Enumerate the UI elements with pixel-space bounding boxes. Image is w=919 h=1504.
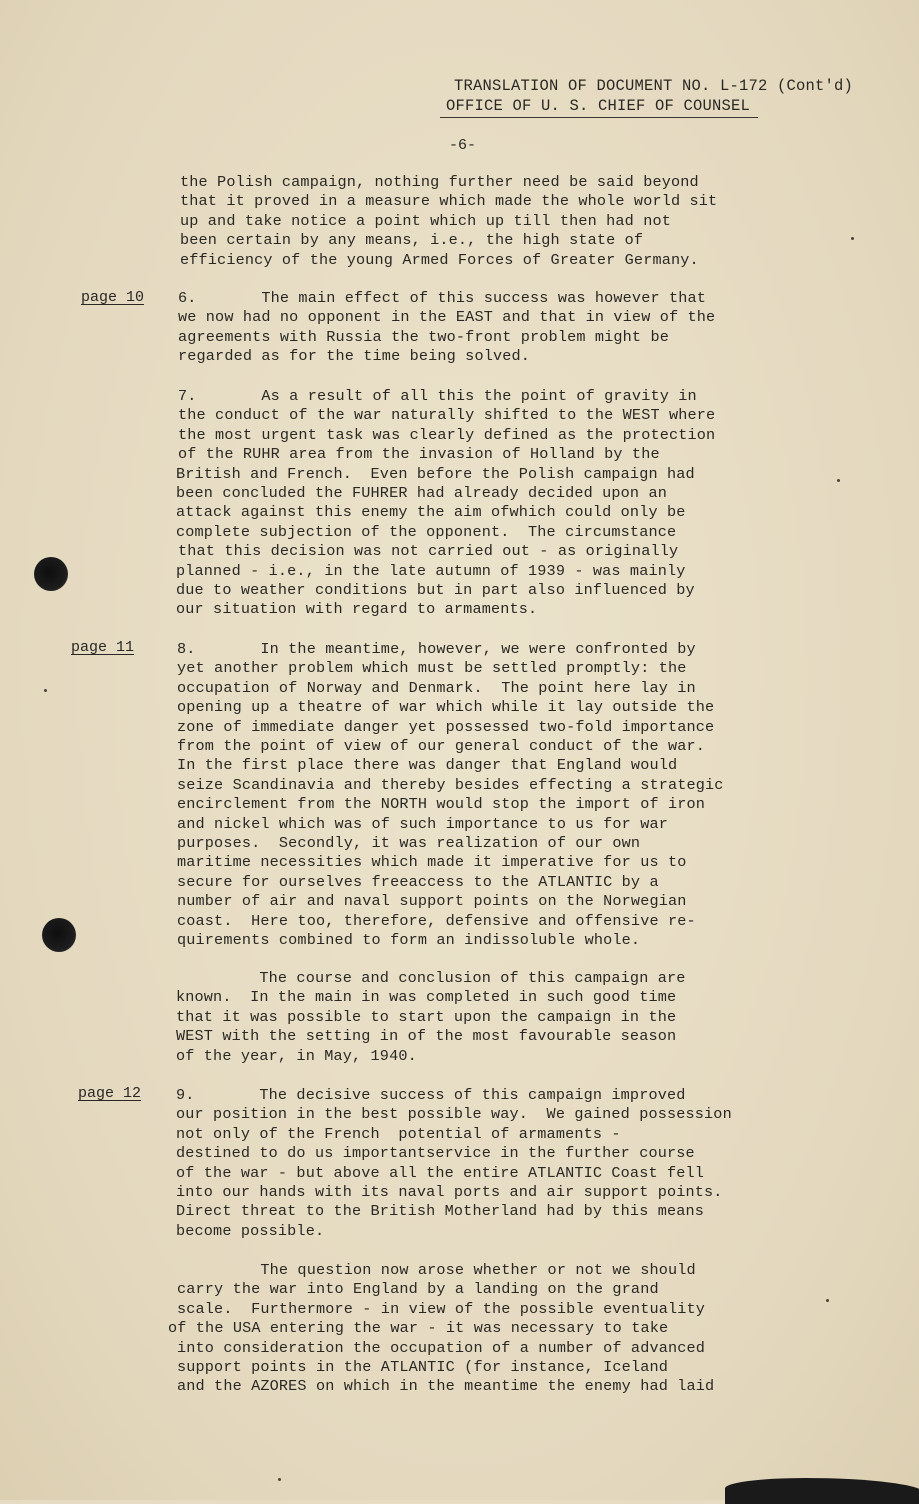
document-header — [440, 76, 870, 118]
text-line: up and take notice a point which up till then had not — [180, 211, 671, 230]
text-line: planned - i.e., in the late autumn of 1939 - was mainly — [176, 561, 686, 580]
text-line: from the point of view of our general conduct of the war. — [177, 737, 706, 755]
margin-label-page-11: page 11 — [71, 639, 135, 656]
text-line: we now had no opponent in the EAST and that in view of the — [178, 308, 716, 327]
text-line: maritime necessities which made it imperative for us to — [177, 853, 687, 872]
text-line: seize Scandinavia and thereby besides effecting a strategic — [177, 775, 724, 794]
text-line: 9. The decisive success of this campaign improved — [176, 1086, 686, 1104]
text-line: carry the war into England by a landing on the grand — [177, 1280, 659, 1299]
speck — [826, 1299, 829, 1302]
text-line: of the year, in May, 1940. — [176, 1046, 417, 1065]
text-line: The course and conclusion of this campaign are — [176, 969, 686, 987]
text-line: that it proved in a measure which made the whole world sit — [180, 192, 718, 211]
text-line: the Polish campaign, nothing further need be said beyond — [180, 173, 699, 191]
text-line: into our hands with its naval ports and air support points. — [176, 1183, 723, 1201]
text-line: into consideration the occupation of a number of advanced — [177, 1338, 706, 1357]
text-line: WEST with the setting in of the most favourable season — [176, 1027, 677, 1046]
text-line: agreements with Russia the two-front problem might be — [178, 327, 669, 346]
speck — [278, 1478, 281, 1481]
margin-label-page-12: page 12 — [78, 1085, 142, 1102]
text-line: quirements combined to form an indissoluble whole. — [177, 931, 641, 949]
text-line: zone of immediate danger yet possessed two-fold importance — [177, 717, 715, 736]
text-line: and nickel which was of such importance to us for war — [177, 814, 668, 833]
text-line: the conduct of the war naturally shifted to the WEST where — [178, 406, 716, 425]
text-line: 8. In the meantime, however, we were confronted by — [177, 640, 696, 658]
text-line: 6. The main effect of this success was however that — [178, 289, 707, 307]
text-line: The question now arose whether or not we should — [177, 1261, 696, 1279]
text-line: of the USA entering the war - it was necessary to take — [168, 1319, 669, 1338]
text-line: number of air and naval support points on the Norwegian — [177, 892, 687, 911]
text-line: been concluded the FUHRER had already decided upon an — [176, 484, 667, 502]
text-line: complete subjection of the opponent. The circumstance — [176, 522, 677, 541]
text-line: yet another problem which must be settled promptly: the — [177, 659, 687, 678]
header-office: OFFICE OF U. S. CHIEF OF COUNSEL — [446, 97, 751, 115]
text-line: known. In the main in was completed in such good time — [176, 988, 677, 1007]
text-line: 7. As a result of all this the point of gravity in — [178, 387, 697, 405]
text-line: not only of the French potential of armaments - — [176, 1124, 621, 1143]
text-line: the most urgent task was clearly defined as the protection — [178, 425, 716, 444]
speck — [851, 237, 854, 240]
text-line: British and French. Even before the Polish campaign had — [176, 464, 695, 483]
text-line: Direct threat to the British Motherland had by this means — [176, 1202, 705, 1221]
text-line: that this decision was not carried out - as originally — [178, 542, 679, 561]
text-line: purposes. Secondly, it was realization of our own — [177, 834, 641, 852]
text-line: secure for ourselves freeaccess to the ATLANTIC by a — [177, 872, 659, 891]
speck — [837, 479, 840, 482]
text-line: our position in the best possible way. We gained possession — [176, 1105, 732, 1124]
text-line: been certain by any means, i.e., the high state of — [180, 231, 644, 250]
header-title: TRANSLATION OF DOCUMENT NO. L-172 (Cont'd) — [454, 77, 854, 95]
text-line: scale. Furthermore - in view of the possible eventuality — [177, 1299, 706, 1318]
text-line: efficiency of the young Armed Forces of Greater Germany. — [180, 250, 699, 269]
margin-label-page-10: page 10 — [81, 289, 145, 306]
text-line: due to weather conditions but in part also influenced by — [176, 581, 695, 599]
text-line: regarded as for the time being solved. — [178, 347, 531, 366]
text-line: and the AZORES on which in the meantime the enemy had laid — [177, 1377, 715, 1396]
text-line: attack against this enemy the aim ofwhich could only be — [176, 503, 686, 522]
text-line: become possible. — [176, 1221, 325, 1240]
punch-hole-top — [34, 557, 68, 591]
header-underline — [440, 117, 758, 118]
punch-hole-bottom — [42, 918, 76, 952]
speck — [44, 689, 47, 692]
text-line: In the first place there was danger that England would — [177, 756, 678, 775]
text-line: occupation of Norway and Denmark. The point here lay in — [177, 678, 696, 697]
paper-damage — [725, 1478, 919, 1504]
page-number: -6- — [449, 137, 477, 154]
text-line: our situation with regard to armaments. — [176, 600, 538, 619]
text-line: support points in the ATLANTIC (for instance, Iceland — [177, 1358, 668, 1376]
text-line: opening up a theatre of war which while it lay outside the — [177, 698, 715, 717]
text-line: of the war - but above all the entire ATLANTIC Coast fell — [176, 1163, 705, 1182]
text-line: coast. Here too, therefore, defensive and offensive re- — [177, 911, 696, 930]
text-line: of the RUHR area from the invasion of Holland by the — [178, 445, 660, 464]
text-line: destined to do us importantservice in the further course — [176, 1144, 695, 1163]
text-line: encirclement from the NORTH would stop the import of iron — [177, 795, 706, 814]
text-line: that it was possible to start upon the campaign in the — [176, 1007, 677, 1026]
